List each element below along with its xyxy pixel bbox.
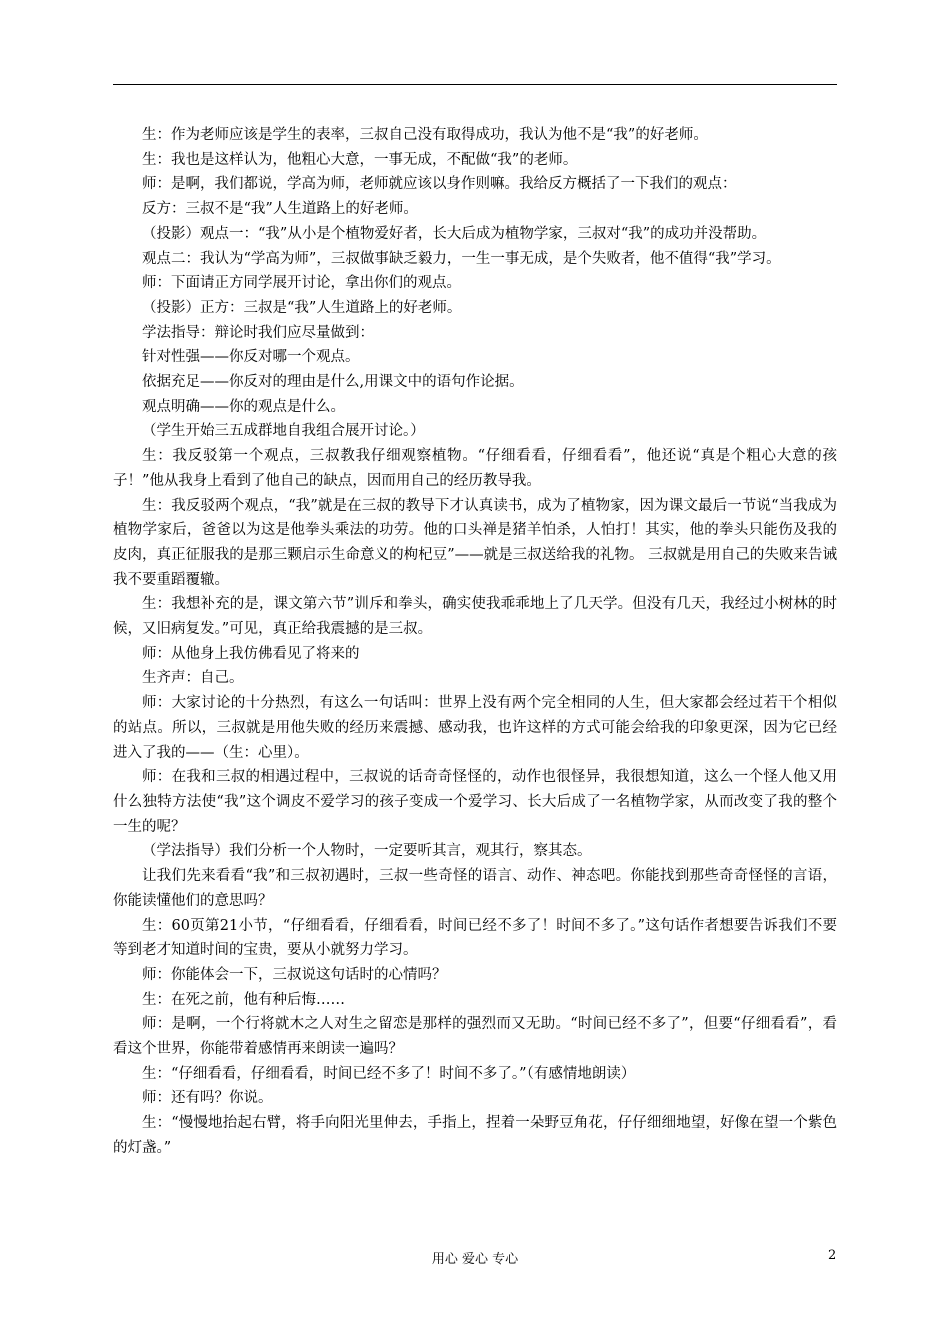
- paragraph: 生：作为老师应该是学生的表率，三叔自己没有取得成功，我认为他不是“我”的好老师。: [142, 127, 708, 143]
- paragraph: 生：我想补充的是，课文第六节”训斥和拳头，确实使我乖乖地上了几天学。但没有几天，我经过小树林的时候，又旧病复发。”可见，真正给我震撼的是三叔。: [113, 596, 837, 638]
- paragraph: 生：我反驳两个观点，“我”就是在三叔的教导下才认真读书，成为了植物家，因为课文最后一节说“当我成为植物学家后，爸爸以为这是他拳头乘法的功劳。他的口头禅是猪羊怕杀，人怕打！其实，他的拳头只能伤及我的皮肉，真正征服我的是那三颗启示生命意义的枸杞豆”——就是三叔送给我的礼物。 三叔就是用自己的失败来告诫我不要重蹈覆辙。: [113, 497, 837, 588]
- paragraph: （投影）观点一：“我”从小是个植物爱好者，长大后成为植物学家，三叔对“我”的成功并没帮助。: [142, 225, 767, 242]
- header-rule: [113, 84, 837, 85]
- paragraph: 师：大家讨论的十分热烈，有这么一句话叫：世界上没有两个完全相同的人生，但大家都会经过若干个相似的站点。所以，三叔就是用他失败的经历来震撼、感动我，也许这样的方式可能会给我的印象更深，因为它已经进入了我的——（生：心里）。: [113, 695, 837, 761]
- paragraph: 生：60页第21小节，“仔细看看，仔细看看，时间已经不多了！时间不多了。”这句话作者想要告诉我们不要等到老才知道时间的宝贵，要从小就努力学习。: [113, 917, 837, 959]
- paragraph: 师：是啊，我们都说，学高为师，老师就应该以身作则嘛。我给反方概括了一下我们的观点：: [142, 176, 737, 193]
- paragraph: 观点明确——你的观点是什么。: [142, 398, 345, 415]
- paragraph: （学法指导）我们分析一个人物时，一定要听其言，观其行，察其态。: [142, 843, 592, 860]
- document-body: [113, 123, 837, 1161]
- paragraph: 师：你能体会一下，三叔说这句话时的心情吗？: [142, 966, 447, 983]
- paragraph: 师：从他身上我仿佛看见了将来的: [142, 645, 360, 662]
- paragraph: 观点二：我认为“学高为师”，三叔做事缺乏毅力，一生一事无成，是个失败者，他不值得“我”学习。: [142, 250, 781, 267]
- paragraph: （投影）正方：三叔是“我”人生道路上的好老师。: [142, 299, 462, 316]
- paragraph: 生：在死之前，他有种后悔……: [142, 991, 345, 1008]
- paragraph: 师：是啊，一个行将就木之人对生之留恋是那样的强烈而又无助。“时间已经不多了”，但要“仔细看看”，看看这个世界，你能带着感情再来朗读一遍吗？: [113, 1016, 837, 1058]
- paragraph: 生齐声：自己。: [142, 670, 244, 687]
- paragraph: 生：“慢慢地抬起右臂，将手向阳光里伸去，手指上，捏着一朵野豆角花，仔仔细细地望，好像在望一个紫色的灯盏。”: [113, 1115, 837, 1156]
- paragraph: 反方：三叔不是“我”人生道路上的好老师。: [142, 201, 418, 218]
- paragraph: （学生开始三五成群地自我组合展开讨论。）: [142, 423, 425, 440]
- page-footer-text: 用心 爱心 专心: [431, 1252, 519, 1267]
- page-number: 2: [828, 1248, 837, 1263]
- paragraph: 师：在我和三叔的相遇过程中，三叔说的话奇奇怪怪的，动作也很怪异，我很想知道，这么一个怪人他又用什么独特方法使“我”这个调皮不爱学习的孩子变成一个爱学习、长大后成了一名植物学家，从而改变了我的整个一生的呢？: [113, 769, 837, 835]
- paragraph: 生：“仔细看看，仔细看看，时间已经不多了！时间不多了。”（有感情地朗读）: [142, 1065, 636, 1082]
- paragraph: 师：还有吗？你说。: [142, 1090, 273, 1107]
- paragraph: 生：我反驳第一个观点，三叔教我仔细观察植物。“仔细看看，仔细看看”，他还说“真是个粗心大意的孩子！”他从我身上看到了他自己的缺点，因而用自己的经历教导我。: [113, 448, 837, 489]
- paragraph: 师：下面请正方同学展开讨论，拿出你们的观点。: [142, 275, 461, 292]
- paragraph: 生：我也是这样认为，他粗心大意，一事无成，不配做“我”的老师。: [142, 151, 578, 168]
- paragraph: 学法指导：辩论时我们应尽量做到：: [142, 324, 374, 341]
- paragraph: 针对性强——你反对哪一个观点。: [142, 349, 360, 366]
- paragraph: 让我们先来看看“我”和三叔初遇时，三叔一些奇怪的语言、动作、神态吧。你能找到那些奇奇怪怪的言语，你能读懂他们的意思吗？: [113, 868, 837, 909]
- paragraph: 依据充足——你反对的理由是什么,用课文中的语句作论据。: [142, 374, 524, 391]
